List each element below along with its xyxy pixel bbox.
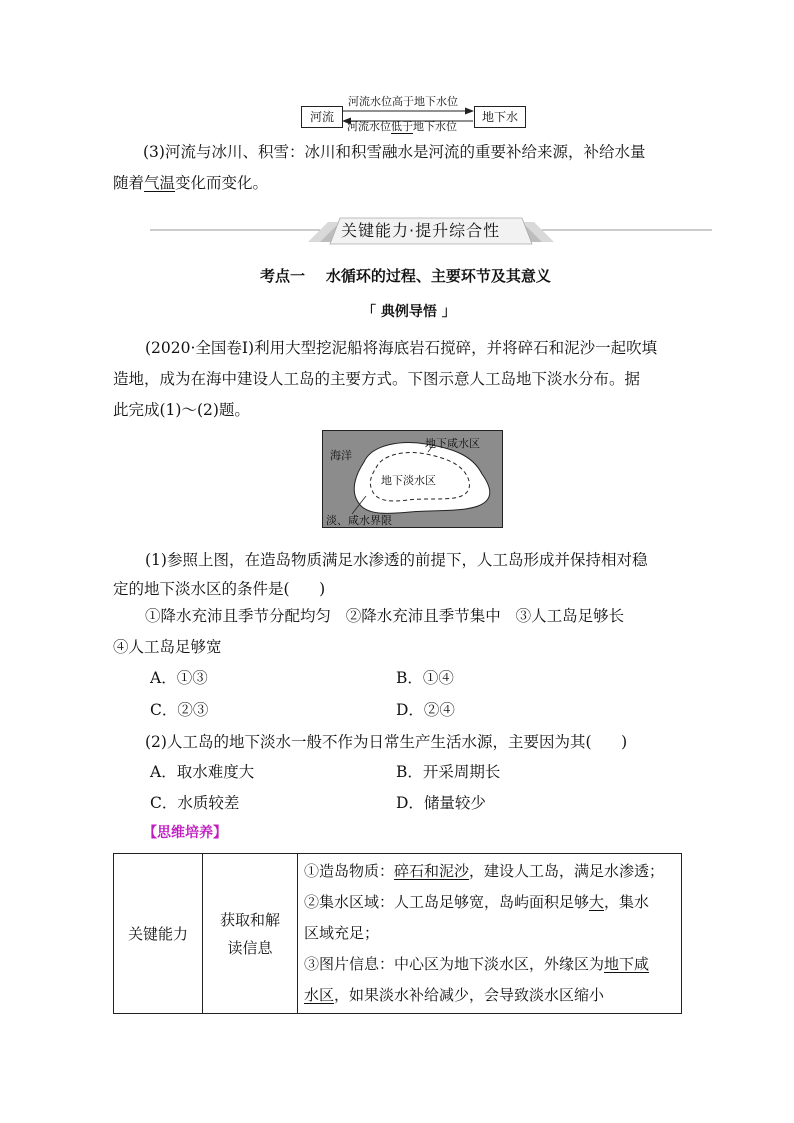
map-freshwater-label: 地下淡水区 [381, 474, 436, 487]
q2-option-c: C．水质较差 [150, 794, 240, 812]
intro-line2: 造地，成为在海中建设人工岛的主要方式。下图示意人工岛地下淡水分布。据 [113, 370, 641, 388]
detail-line-2 [304, 887, 675, 918]
detail-1-suffix: ，建设人工岛，满足水渗透； [469, 862, 665, 880]
river-box: 河流 [301, 106, 343, 128]
detail-line-4 [304, 949, 675, 980]
q1-line1: (1)参照上图，在造岛物质满足水渗透的前提下，人工岛形成并保持相对稳 [145, 551, 648, 569]
table-skill-line1: 获取和解 [219, 910, 280, 929]
q1-line2: 定的地下淡水区的条件是( ) [113, 580, 326, 598]
intro-line3: 此完成(1)～(2)题。 [113, 401, 250, 419]
example-subtitle: 「 典例导悟 」 [362, 304, 456, 320]
flow-bottom-prefix: 河流水位 [347, 120, 391, 133]
para3-suffix: 变化而变化。 [175, 174, 269, 192]
q1-option-b: B．①④ [396, 669, 454, 687]
detail-1-underline: 碎石和泥沙 [394, 862, 470, 880]
detail-2-prefix: ②集水区域：人工岛足够宽，岛屿面积足够 [304, 893, 590, 911]
map-ocean-label: 海洋 [330, 449, 352, 462]
q2-option-d: D．储量较少 [396, 794, 486, 812]
flow-bottom-label [347, 118, 457, 134]
analysis-table [113, 853, 682, 1014]
detail-2-suffix: ，集水 [604, 893, 650, 911]
q2-option-b: B．开采周期长 [396, 763, 501, 781]
q2-option-a: A．取水难度大 [150, 763, 255, 781]
flow-top-label: 河流水位高于地下水位 [348, 95, 458, 108]
detail-line-1 [304, 856, 675, 887]
banner-title: 关键能力·提升综合性 [341, 221, 501, 240]
q1-option-c: C．②③ [150, 701, 209, 719]
intro-line1: (2020·全国卷Ⅰ)利用大型挖泥船将海底岩石搅碎，并将碎石和泥沙一起吹填 [145, 339, 658, 357]
groundwater-box: 地下水 [474, 106, 526, 128]
para3-underline: 气温 [144, 174, 176, 192]
thinking-section-label: 【思维培养】 [143, 825, 227, 841]
section-title: 考点一 水循环的过程、主要环节及其意义 [260, 267, 551, 285]
detail-5-suffix: ，如果淡水补给减少，会导致淡水区缩小 [334, 986, 605, 1004]
detail-4-underline: 地下咸 [604, 955, 650, 973]
detail-line-5 [304, 980, 675, 1011]
detail-5-underline: 水区 [304, 986, 335, 1004]
q1-option-a: A．①③ [150, 669, 208, 687]
para3-prefix: 随着 [113, 174, 145, 192]
table-cell-detail [298, 854, 682, 1014]
flow-bottom-suffix: 地下水位 [413, 120, 457, 133]
table-skill-line2: 读信息 [227, 938, 273, 957]
q2-line1: (2)人工岛的地下淡水一般不作为日常生产生活水源，主要因为其( ) [145, 733, 628, 751]
detail-line-3: 区域充足； [304, 924, 380, 942]
detail-4-prefix: ③图片信息：中心区为地下淡水区，外缘区为 [304, 955, 605, 973]
q1-option-d: D．②④ [396, 701, 455, 719]
para3-line2 [113, 168, 268, 198]
detail-2-underline: 大 [589, 893, 605, 911]
table-ability-text: 关键能力 [127, 925, 188, 943]
table-cell-skill [203, 854, 298, 1014]
table-row [114, 854, 682, 1014]
table-cell-ability [114, 854, 203, 1014]
q1-line3: ①降水充沛且季节分配均匀 ②降水充沛且季节集中 ③人工岛足够长 [145, 607, 625, 625]
q1-line4: ④人工岛足够宽 [113, 638, 222, 656]
detail-1-prefix: ①造岛物质： [304, 862, 395, 880]
map-boundary-label: 淡、咸水界限 [326, 514, 392, 527]
flow-bottom-underline: 低于 [391, 120, 413, 133]
map-saltwater-label: 地下咸水区 [425, 437, 480, 450]
para3-line1: (3)河流与冰川、积雪：冰川和积雪融水是河流的重要补给来源，补给水量 [143, 143, 646, 161]
